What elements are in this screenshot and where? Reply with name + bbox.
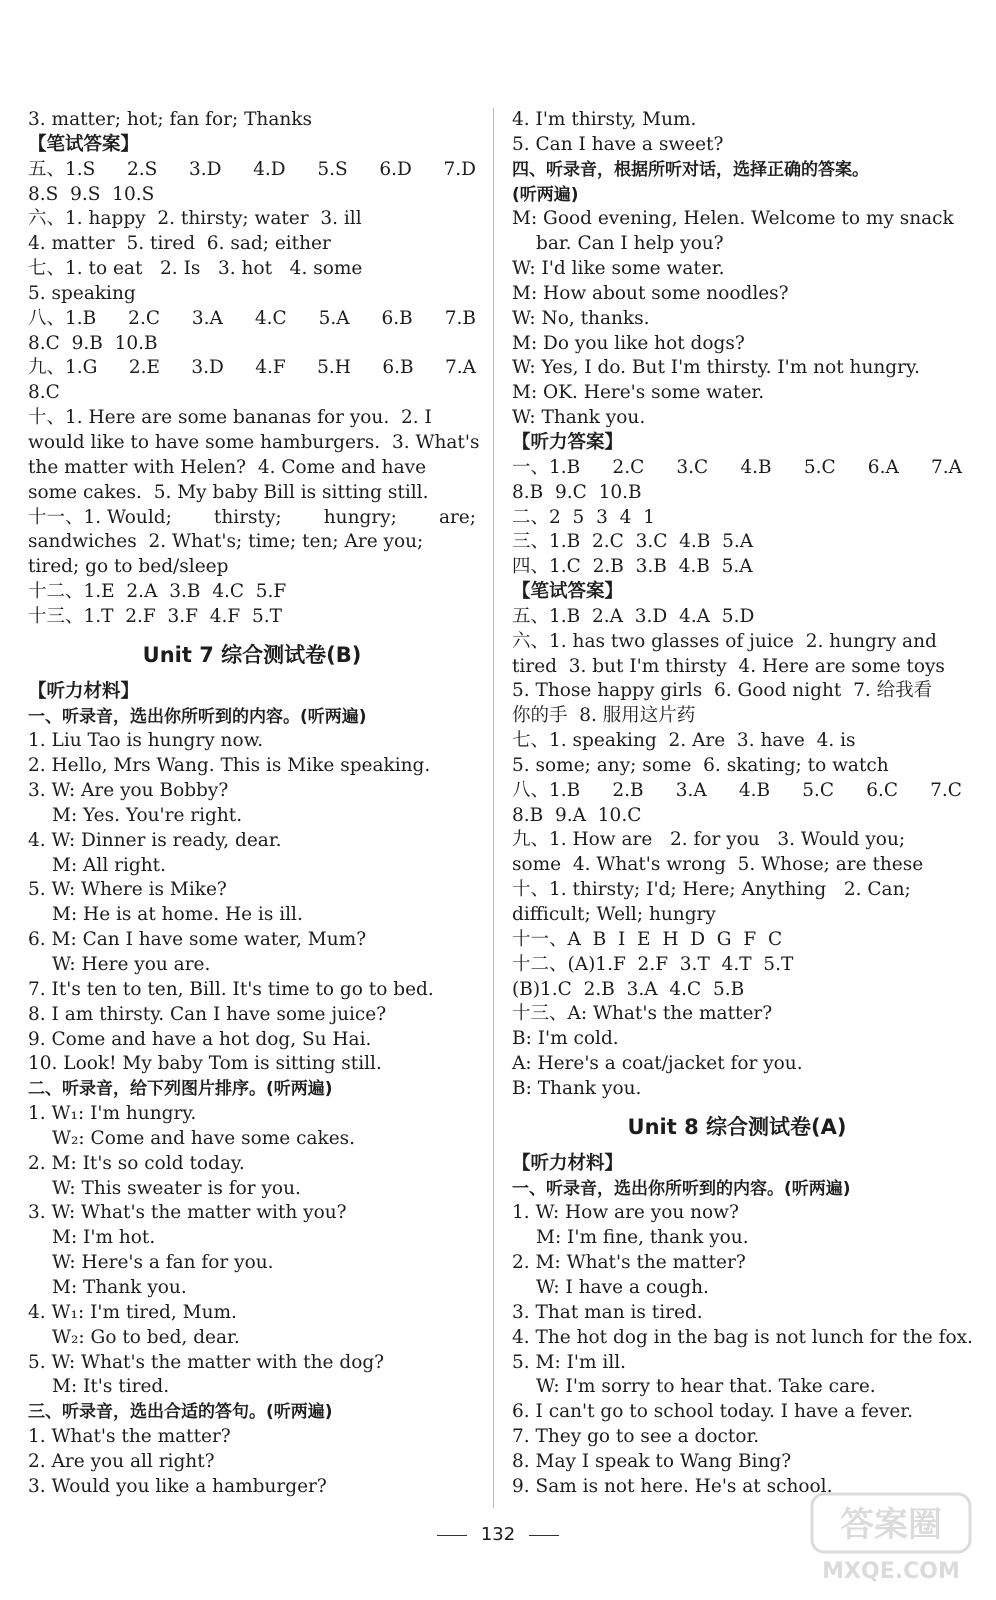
left-line-27: M: Yes. You're right. [52,804,243,826]
left-line-6: 七、1. to eat 2. Is 3. hot 4. some [28,258,363,280]
left-line-32: 6. M: Can I have some water, Mum? [28,929,367,951]
left-line-1: 【笔试答案】 [28,133,140,155]
right-line-11: M: OK. Here's some water. [512,382,765,404]
left-line-17: sandwiches 2. What's; time; ten; Are you; [28,531,424,553]
right-line-28: 8.B 9.A 10.C [512,804,642,826]
left-line-51: 三、听录音，选出合适的答句。(听两遍) [28,1402,333,1423]
right-line-35: (B)1.C 2.B 3.A 4.C 5.B [512,978,745,1000]
right-line-34: 十二、(A)1.F 2.F 3.T 4.T 5.T [512,953,794,975]
right-line-36: 十三、A: What's the matter? [512,1003,773,1025]
right-line-14: 一、1.B 2.C 3.C 4.B 5.C 6.A 7.A [512,456,962,478]
left-line-34: 7. It's ten to ten, Bill. It's time to go to bed. [28,978,434,1000]
right-line-50: W: I'm sorry to hear that. Take care. [536,1376,876,1398]
left-line-16: 十一、1. Would; thirsty; hungry; are; [28,506,476,528]
left-line-36: 9. Come and have a hot dog, Su Hai. [28,1028,372,1050]
right-line-23: 5. Those happy girls 6. Good night 7. 给我看 [512,680,933,702]
right-line-40: Unit 8 综合测试卷(A) [627,1114,847,1139]
left-line-21: Unit 7 综合测试卷(B) [142,642,362,667]
right-line-33: 十一、A B I E H D G F C [512,928,783,950]
left-line-22: 【听力材料】 [28,680,140,702]
left-line-28: 4. W: Dinner is ready, dear. [28,829,282,851]
left-line-29: M: All right. [52,854,166,876]
right-line-32: difficult; Well; hungry [512,904,716,925]
left-line-49: 5. W: What's the matter with the dog? [28,1351,385,1373]
left-dash [437,1535,467,1536]
right-line-30: some 4. What's wrong 5. Whose; are these [512,854,924,876]
right-line-41: 【听力材料】 [512,1152,624,1174]
left-line-11: 8.C [28,382,60,404]
watermark-logo [806,1488,976,1588]
right-line-48: 4. The hot dog in the bag is not lunch for the fox. [512,1326,973,1348]
right-line-51: 6. I can't go to school today. I have a fever. [512,1401,913,1423]
left-line-12: 十、1. Here are some bananas for you. 2. I [28,407,432,429]
right-line-22: tired 3. but I'm thirsty 4. Here are some toys [512,655,945,677]
left-line-0: 3. matter; hot; fan for; Thanks [28,109,312,130]
right-line-38: A: Here's a coat/jacket for you. [512,1053,803,1075]
right-line-18: 四、1.C 2.B 3.B 4.B 5.A [512,556,753,578]
left-line-7: 5. speaking [28,282,136,304]
left-column [28,108,480,1500]
left-line-45: W: Here's a fan for you. [52,1252,274,1274]
left-line-23: 一、听录音，选出你所听到的内容。(听两遍) [28,706,367,727]
right-line-20: 五、1.B 2.A 3.D 4.A 5.D [512,605,755,627]
left-line-20: 十三、1.T 2.F 3.F 4.F 5.T [28,605,282,627]
right-line-4: M: Good evening, Helen. Welcome to my snack [512,208,954,230]
right-line-13: 【听力答案】 [512,431,624,453]
right-line-49: 5. M: I'm ill. [512,1351,627,1373]
right-line-17: 三、1.B 2.C 3.C 4.B 5.A [512,531,754,553]
left-line-54: 3. Would you like a hamburger? [28,1475,327,1497]
left-line-44: M: I'm hot. [52,1227,156,1249]
left-line-24: 1. Liu Tao is hungry now. [28,730,264,752]
right-line-7: M: How about some noodles? [512,282,789,304]
right-line-53: 8. May I speak to Wang Bing? [512,1450,792,1472]
right-line-52: 7. They go to see a doctor. [512,1426,760,1448]
right-line-39: B: Thank you. [512,1077,642,1099]
watermark-top-text: 答案圈 [840,1505,942,1545]
left-line-35: 8. I am thirsty. Can I have some juice? [28,1003,387,1025]
left-line-3: 8.S 9.S 10.S [28,183,155,205]
left-line-19: 十二、1.E 2.A 3.B 4.C 5.F [28,581,287,603]
right-line-8: W: No, thanks. [512,307,650,329]
right-line-21: 六、1. has two glasses of juice 2. hungry and [512,630,937,652]
right-line-37: B: I'm cold. [512,1028,619,1050]
right-line-5: bar. Can I help you? [536,233,724,255]
right-line-15: 8.B 9.C 10.B [512,481,642,503]
left-line-9: 8.C 9.B 10.B [28,332,158,354]
right-column [512,108,973,1500]
page-number-text: 132 [480,1524,516,1545]
left-line-50: M: It's tired. [52,1376,170,1398]
left-line-31: M: He is at home. He is ill. [52,904,303,926]
left-line-39: 1. W₁: I'm hungry. [28,1103,197,1125]
right-line-31: 十、1. thirsty; I'd; Here; Anything 2. Can; [512,879,911,901]
left-line-25: 2. Hello, Mrs Wang. This is Mike speaking. [28,755,431,777]
right-line-43: 1. W: How are you now? [512,1202,739,1224]
right-line-2: 四、听录音，根据所听对话，选择正确的答案。 [512,159,869,180]
left-line-8: 八、1.B 2.C 3.A 4.C 5.A 6.B 7.B [28,307,476,329]
left-line-48: W₂: Go to bed, dear. [52,1326,240,1348]
left-line-52: 1. What's the matter? [28,1426,231,1448]
right-line-10: W: Yes, I do. But I'm thirsty. I'm not hungry. [512,357,920,379]
left-line-26: 3. W: Are you Bobby? [28,780,229,802]
right-line-45: 2. M: What's the matter? [512,1252,746,1274]
left-line-43: 3. W: What's the matter with you? [28,1202,347,1224]
left-line-33: W: Here you are. [52,954,211,975]
right-line-3: (听两遍) [512,184,579,205]
left-line-18: tired; go to bed/sleep [28,556,229,578]
left-line-53: 2. Are you all right? [28,1450,215,1472]
left-line-2: 五、1.S 2.S 3.D 4.D 5.S 6.D 7.D [28,158,476,180]
left-line-46: M: Thank you. [52,1276,187,1298]
right-line-47: 3. That man is tired. [512,1301,703,1323]
watermark-bottom-text: MXQE.COM [822,1559,960,1584]
right-line-0: 4. I'm thirsty, Mum. [512,109,697,130]
left-line-13: would like to have some hamburgers. 3. What's [28,431,480,453]
right-line-54: 9. Sam is not here. He's at school. [512,1475,833,1497]
column-divider [493,108,494,1508]
right-line-44: M: I'm fine, thank you. [536,1227,749,1249]
left-line-47: 4. W₁: I'm tired, Mum. [28,1301,237,1323]
left-line-38: 二、听录音，给下列图片排序。(听两遍) [28,1079,333,1100]
right-line-29: 九、1. How are 2. for you 3. Would you; [512,829,906,851]
left-line-14: the matter with Helen? 4. Come and have [28,456,427,478]
right-dash [529,1535,559,1536]
right-line-24: 你的手 8. 服用这片药 [512,705,696,727]
left-line-41: 2. M: It's so cold today. [28,1152,245,1174]
right-line-12: W: Thank you. [512,407,646,429]
left-line-30: 5. W: Where is Mike? [28,879,227,901]
right-line-25: 七、1. speaking 2. Are 3. have 4. is [512,730,856,752]
left-line-37: 10. Look! My baby Tom is sitting still. [28,1053,382,1075]
left-line-42: W: This sweater is for you. [52,1177,301,1199]
left-line-40: W₂: Come and have some cakes. [52,1127,356,1149]
left-line-4: 六、1. happy 2. thirsty; water 3. ill [28,208,362,230]
right-line-42: 一、听录音，选出你所听到的内容。(听两遍) [512,1178,851,1199]
right-line-46: W: I have a cough. [536,1276,709,1298]
left-line-5: 4. matter 5. tired 6. sad; either [28,233,331,255]
right-line-6: W: I'd like some water. [512,258,725,280]
right-line-27: 八、1.B 2.B 3.A 4.B 5.C 6.C 7.C [512,779,962,801]
left-line-15: some cakes. 5. My baby Bill is sitting still. [28,481,429,503]
right-line-19: 【笔试答案】 [512,581,624,603]
right-line-1: 5. Can I have a sweet? [512,133,724,155]
left-line-10: 九、1.G 2.E 3.D 4.F 5.H 6.B 7.A [28,357,476,379]
right-line-16: 二、2 5 3 4 1 [512,506,655,528]
right-line-9: M: Do you like hot dogs? [512,332,745,354]
right-line-26: 5. some; any; some 6. skating; to watch [512,754,889,776]
